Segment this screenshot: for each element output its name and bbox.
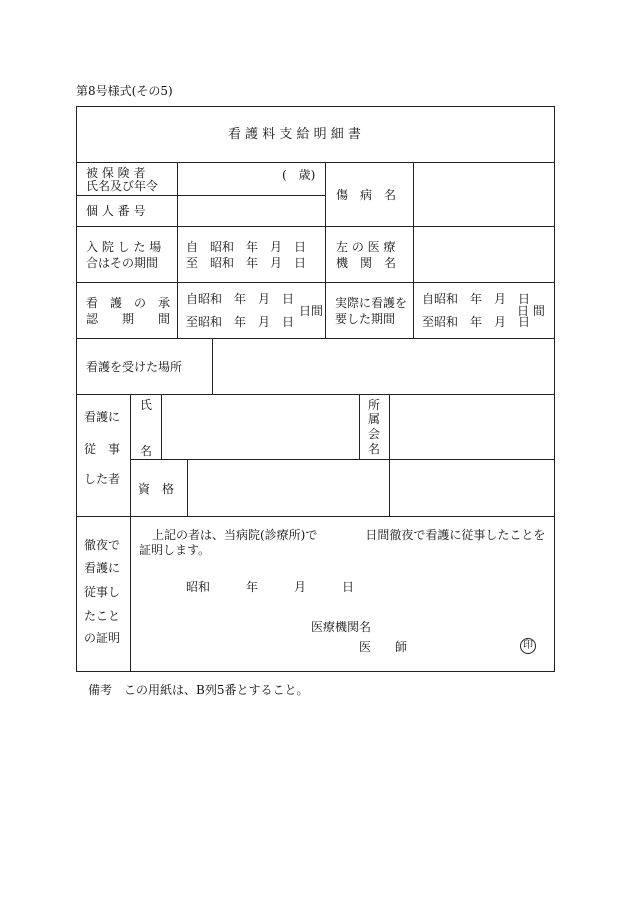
cert-label-2: 看護に <box>84 561 121 575</box>
row-divider <box>76 226 555 227</box>
row-divider <box>76 195 325 196</box>
row-divider <box>76 394 555 395</box>
insured-label-line2: 氏名及び年令 <box>86 179 159 193</box>
seal-icon: 印 <box>520 638 536 654</box>
actual-label-line1: 実際に看護を <box>335 296 408 310</box>
row-divider <box>76 282 555 283</box>
affiliation-char-1: 所 <box>368 398 381 412</box>
approval-label-line2: 認 期 間 <box>86 312 171 326</box>
name-char-top: 氏 <box>140 398 153 412</box>
approval-label-line1: 看 護 の 承 <box>86 296 171 310</box>
actual-label-line2: 要した期間 <box>335 312 396 326</box>
injury-label: 傷 病 名 <box>336 188 397 202</box>
doctor-label: 医 師 <box>359 640 408 654</box>
name-char-bottom: 名 <box>140 444 153 458</box>
row-divider <box>76 162 555 163</box>
col-divider <box>177 162 178 338</box>
insured-label-line1: 被 保 険 者 <box>86 166 146 180</box>
row-divider <box>76 516 555 517</box>
cert-label-5: の証明 <box>84 631 121 645</box>
nurse-label-line1: 看護に <box>84 410 121 424</box>
actual-to: 至昭和 年 月 日 <box>422 315 531 329</box>
nurse-label-line2: 従 事 <box>84 442 121 456</box>
affiliation-char-3: 会 <box>368 427 381 441</box>
col-divider <box>161 394 162 459</box>
col-divider <box>212 338 213 394</box>
approval-days: 日間 <box>299 304 324 318</box>
age-suffix: ( 歳) <box>282 168 316 182</box>
place-label: 看護を受けた場所 <box>86 360 183 374</box>
form-title: 看 護 料 支 給 明 細 書 <box>228 127 361 142</box>
col-divider <box>325 162 326 338</box>
cert-label-1: 徹夜で <box>84 538 121 552</box>
institution-label-line1: 左 の 医 療 <box>336 240 396 254</box>
col-divider <box>359 394 360 459</box>
actual-days: 日 間 <box>517 304 545 318</box>
col-divider <box>389 394 390 516</box>
row-divider <box>76 338 555 339</box>
footnote: 備考 この用紙は、B列5番とすること。 <box>88 683 309 697</box>
cert-text-line2: 証明します。 <box>139 543 211 557</box>
col-divider <box>413 162 414 338</box>
cert-label-3: 従事し <box>84 585 121 599</box>
admission-to: 至 昭和 年 月 日 <box>186 256 307 270</box>
col-divider <box>130 394 131 672</box>
affiliation-char-4: 名 <box>368 442 381 456</box>
approval-to: 至昭和 年 月 日 <box>186 315 295 329</box>
affiliation-char-2: 属 <box>368 412 381 426</box>
admission-from: 自 昭和 年 月 日 <box>186 240 307 254</box>
institution-label-line2: 機 関 名 <box>336 256 397 270</box>
personal-number-label: 個 人 番 号 <box>86 204 146 218</box>
actual-from: 自昭和 年 月 日 <box>422 292 531 306</box>
col-divider <box>187 459 188 516</box>
admission-label-line1: 入 院 し た 場 <box>86 240 162 254</box>
nurse-label-line3: した者 <box>84 472 121 486</box>
approval-from: 自昭和 年 月 日 <box>186 292 295 306</box>
qualification-label: 資 格 <box>138 482 175 496</box>
cert-text-line1: 上記の者は、当病院(診療所)で 日間徹夜で看護に従事したことを <box>152 528 546 542</box>
row-divider <box>130 459 555 460</box>
cert-label-4: たこと <box>84 609 121 623</box>
form-number: 第8号様式(その5) <box>76 84 173 98</box>
cert-date: 昭和 年 月 日 <box>186 580 355 594</box>
admission-label-line2: 合はその期間 <box>86 256 159 270</box>
institution-name-label: 医療機関名 <box>311 620 372 634</box>
